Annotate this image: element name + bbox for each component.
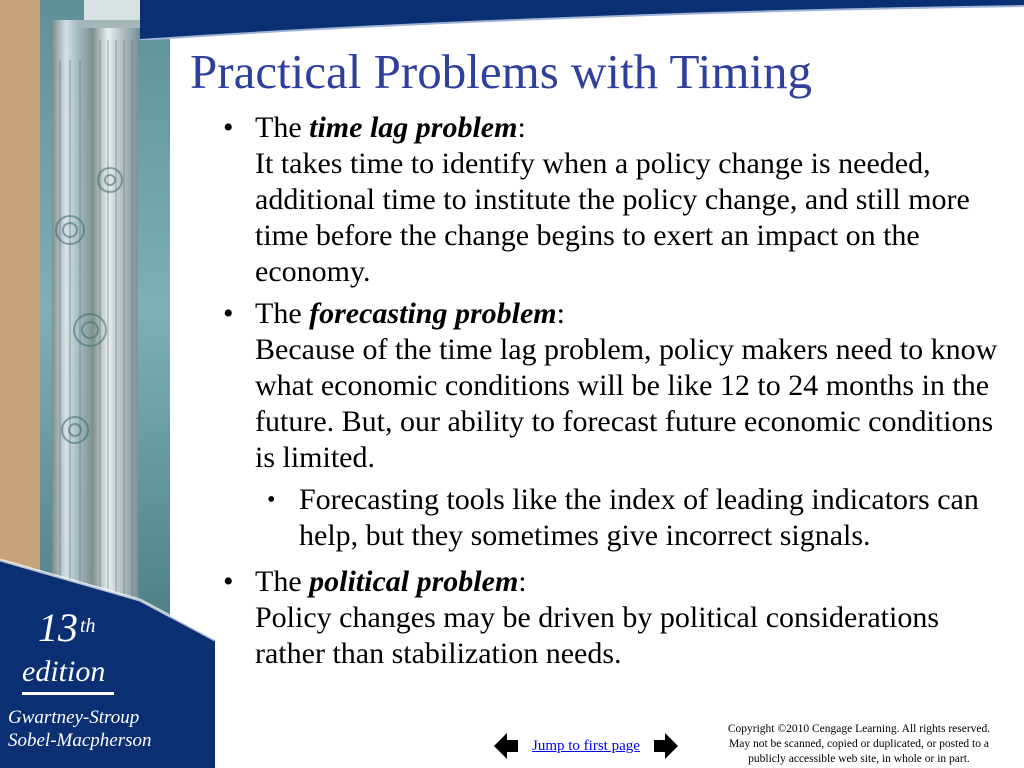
edition-number-text: 13 <box>38 605 78 650</box>
bullet-prefix: The <box>255 565 302 598</box>
bullet-time-lag <box>215 110 1015 290</box>
slide-content <box>215 110 1015 678</box>
sub-bullet-forecasting-tools <box>215 482 1015 554</box>
bullet-description: It takes time to identify when a policy change is needed, additional time to institute the policy change, and still more time before the change begins to exert an impact on the economy. <box>255 147 970 288</box>
slide-navigation <box>494 732 678 760</box>
sidebar-decoration <box>0 0 215 768</box>
authors <box>8 706 152 752</box>
bullet-colon: : <box>518 565 527 598</box>
bullet-description: Because of the time lag problem, policy makers need to know what economic conditions will be like 12 to 24 months in the future. But, our ability to forecast future economic conditions is limited. <box>255 333 998 474</box>
edition-number <box>38 605 96 650</box>
jump-to-first-page-link[interactable]: Jump to first page <box>532 737 640 754</box>
bullet-dot: • <box>223 111 234 144</box>
edition-badge <box>0 600 215 768</box>
edition-divider <box>22 692 114 695</box>
bullet-colon: : <box>517 111 526 144</box>
edition-word: edition <box>22 655 106 688</box>
bullet-term: political problem <box>309 565 519 598</box>
sub-bullet-text: Forecasting tools like the index of leading indicators can help, but they sometimes give incorrect signals. <box>299 483 979 552</box>
top-banner <box>140 0 1024 40</box>
bullet-forecasting <box>215 296 1015 476</box>
bullet-prefix: The <box>255 111 302 144</box>
bullet-term: time lag problem <box>309 111 518 144</box>
bullet-political <box>215 564 1015 672</box>
authors-line-2: Sobel-Macpherson <box>8 730 152 751</box>
edition-suffix: th <box>80 615 96 637</box>
bullet-term: forecasting problem <box>309 297 557 330</box>
bullet-description: Policy changes may be driven by political considerations rather than stabilization needs. <box>255 601 939 670</box>
bullet-colon: : <box>556 297 565 330</box>
slide-title: Practical Problems with Timing <box>190 44 813 99</box>
right-arrow-icon[interactable] <box>654 733 678 759</box>
bullet-dot: • <box>223 565 234 598</box>
copyright-line-1: Copyright ©2010 Cengage Learning. All rights reserved. <box>727 723 991 735</box>
bullet-prefix: The <box>255 297 302 330</box>
bullet-dot: • <box>223 297 234 330</box>
copyright-line-2: May not be scanned, copied or duplicated, or posted to a <box>729 738 989 750</box>
left-arrow-icon[interactable] <box>494 733 518 759</box>
authors-line-1: Gwartney-Stroup <box>8 707 140 728</box>
sub-bullet-dot: • <box>267 487 276 513</box>
copyright-line-3: publicly accessible web site, in whole or in part. <box>748 753 970 765</box>
copyright-notice <box>704 722 1014 767</box>
